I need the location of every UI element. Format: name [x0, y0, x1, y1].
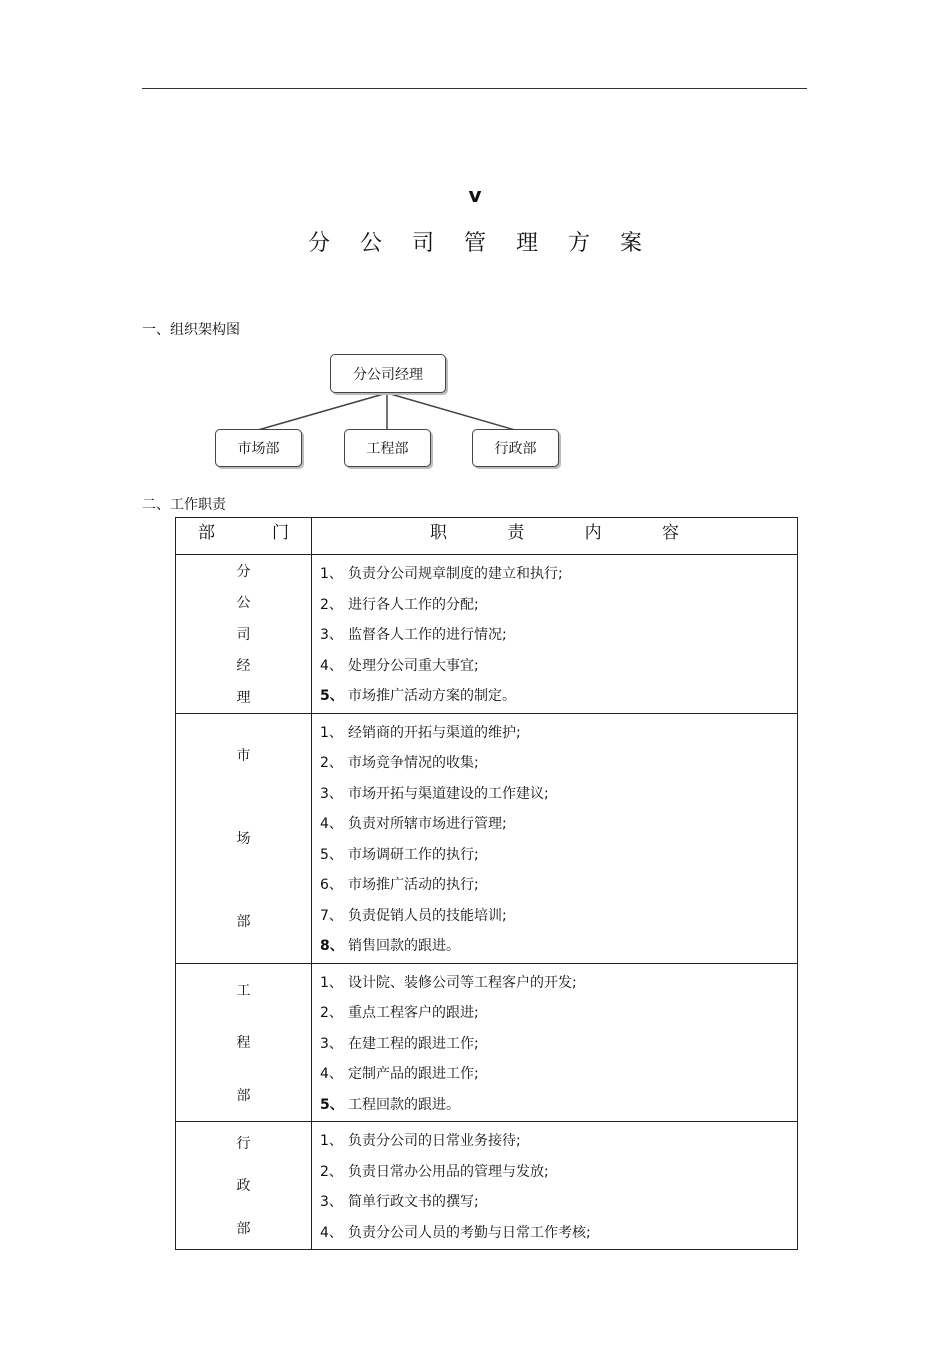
duty-item: [312, 1187, 797, 1218]
dept-name-char: 行: [236, 1136, 251, 1153]
dept-name-char: 部: [236, 1087, 251, 1104]
duty-item-number: 5、: [320, 688, 344, 704]
dept-cell: [176, 555, 312, 714]
org-node-market: 市场部: [215, 429, 302, 467]
dept-cell: [176, 963, 312, 1122]
dept-cell: [176, 1122, 312, 1250]
duty-item: [312, 931, 797, 962]
header-duty-char: 职: [430, 523, 447, 543]
duty-item: [312, 559, 797, 590]
duty-item: [312, 590, 797, 621]
dept-name-char: 分: [236, 563, 251, 580]
duty-item-number: 3、: [320, 627, 343, 643]
org-node-admin: 行政部: [472, 429, 559, 467]
header-duty-char: 责: [507, 523, 525, 543]
duty-item-number: 2、: [320, 1163, 343, 1180]
duty-item-text: 负责分公司规章制度的建立和执行;: [348, 566, 563, 582]
org-node-engineering: 工程部: [344, 429, 431, 467]
duty-item-number: 5、: [320, 1096, 344, 1113]
duty-item-number: 1、: [320, 566, 343, 582]
duty-item-number: 1、: [320, 724, 343, 741]
duties-table: [175, 517, 798, 1250]
duty-item: [312, 840, 797, 871]
duty-item: [312, 998, 797, 1029]
section-heading-duties: 二、工作职责: [142, 497, 226, 513]
table-row-branch-manager: [176, 555, 798, 714]
duty-item-number: 3、: [320, 1194, 343, 1210]
duty-item-text: 重点工程客户的跟进;: [348, 1005, 479, 1021]
connector-left: [258, 393, 387, 430]
duty-item: [312, 651, 797, 682]
duty-item-text: 市场调研工作的执行;: [348, 846, 479, 863]
duty-item: [312, 968, 797, 999]
table-body: [176, 555, 798, 1250]
duty-item-number: 4、: [320, 816, 343, 832]
duty-item: [312, 1218, 797, 1249]
duty-item: [312, 809, 797, 840]
duty-item-number: 2、: [320, 1005, 343, 1021]
duty-item: [312, 870, 797, 901]
header-duty-char: 内: [584, 523, 602, 543]
duty-item-text: 负责分公司的日常业务接待;: [348, 1133, 521, 1149]
duty-item: [312, 681, 797, 712]
dept-name-char: 公: [236, 595, 251, 612]
duty-item-number: 4、: [320, 657, 343, 674]
duty-item-text: 简单行政文书的撰写;: [348, 1194, 479, 1210]
duty-item-text: 负责分公司人员的考勤与日常工作考核;: [348, 1224, 591, 1241]
duty-item: [312, 620, 797, 651]
duty-cell: [312, 713, 798, 963]
dept-name-char: 部: [236, 914, 251, 930]
duty-item: [312, 1090, 797, 1121]
dept-name-char: 司: [236, 626, 251, 643]
duty-item: [312, 901, 797, 932]
duty-item-number: 6、: [320, 877, 343, 893]
duty-item-text: 销售回款的跟进。: [348, 938, 460, 954]
duty-item-text: 设计院、装修公司等工程客户的开发;: [348, 974, 577, 991]
duty-item-number: 4、: [320, 1066, 343, 1082]
table-row-market-dept: [176, 713, 798, 963]
table-row-engineering-dept: [176, 963, 798, 1122]
duty-cell: [312, 555, 798, 714]
document-title: 分公司管理方案: [307, 231, 672, 256]
duty-item-text: 市场推广活动的执行;: [348, 877, 479, 893]
duty-item-number: 7、: [320, 907, 343, 924]
dept-name-char: 工: [236, 982, 251, 999]
duty-item-number: 5、: [320, 846, 343, 863]
duty-item-number: 1、: [320, 974, 343, 991]
dept-name-char: 场: [236, 831, 251, 847]
duty-item-text: 监督各人工作的进行情况;: [348, 627, 507, 643]
duty-item-text: 经销商的开拓与渠道的维护;: [348, 724, 521, 741]
duty-item-text: 市场竞争情况的收集;: [348, 755, 479, 771]
duty-item-text: 市场开拓与渠道建设的工作建议;: [348, 785, 549, 802]
dept-name-char: 部: [236, 1220, 251, 1237]
duty-item-number: 8、: [320, 938, 344, 954]
duty-item-text: 负责日常办公用品的管理与发放;: [348, 1163, 549, 1180]
org-node-root: 分公司经理: [330, 354, 446, 393]
duty-item-number: 1、: [320, 1133, 343, 1149]
duty-item: [312, 779, 797, 810]
duty-item-text: 处理分公司重大事宜;: [348, 657, 479, 674]
table-row-admin-dept: [176, 1122, 798, 1250]
duty-cell: [312, 1122, 798, 1250]
duty-item-text: 进行各人工作的分配;: [348, 596, 479, 613]
duty-item: [312, 718, 797, 749]
header-duty-char: 容: [661, 523, 679, 543]
duty-item-number: 3、: [320, 785, 343, 802]
duty-item: [312, 1157, 797, 1188]
dept-name-char: 理: [236, 689, 251, 706]
duty-item: [312, 1126, 797, 1157]
duty-item-number: 4、: [320, 1224, 343, 1241]
dept-name-char: 程: [236, 1035, 251, 1052]
section-heading-org-chart: 一、组织架构图: [142, 322, 240, 338]
duty-item: [312, 1029, 797, 1060]
duty-item-text: 市场推广活动方案的制定。: [348, 688, 516, 704]
duty-item-number: 3、: [320, 1035, 343, 1052]
dept-cell: [176, 713, 312, 963]
duty-item-text: 工程回款的跟进。: [348, 1096, 460, 1113]
header-mark: v: [468, 183, 482, 207]
connector-right: [387, 393, 515, 430]
duty-cell: [312, 963, 798, 1122]
duty-item: [312, 748, 797, 779]
dept-name-char: 市: [236, 748, 251, 764]
duty-item-text: 负责促销人员的技能培训;: [348, 907, 507, 924]
dept-name-char: 经: [236, 658, 251, 675]
header-duty: [312, 518, 798, 555]
header-dept-char: 部: [198, 523, 215, 543]
dept-name-char: 政: [236, 1178, 251, 1195]
duty-item-text: 定制产品的跟进工作;: [348, 1066, 479, 1082]
duty-item: [312, 1059, 797, 1090]
duty-item-text: 在建工程的跟进工作;: [348, 1035, 479, 1052]
header-dept-char: 门: [272, 523, 289, 543]
duty-item-number: 2、: [320, 755, 343, 771]
duty-item-text: 负责对所辖市场进行管理;: [348, 816, 507, 832]
table-header-row: [176, 518, 798, 555]
header-dept: [176, 518, 312, 555]
top-rule: [142, 88, 807, 89]
duty-item-number: 2、: [320, 596, 343, 613]
